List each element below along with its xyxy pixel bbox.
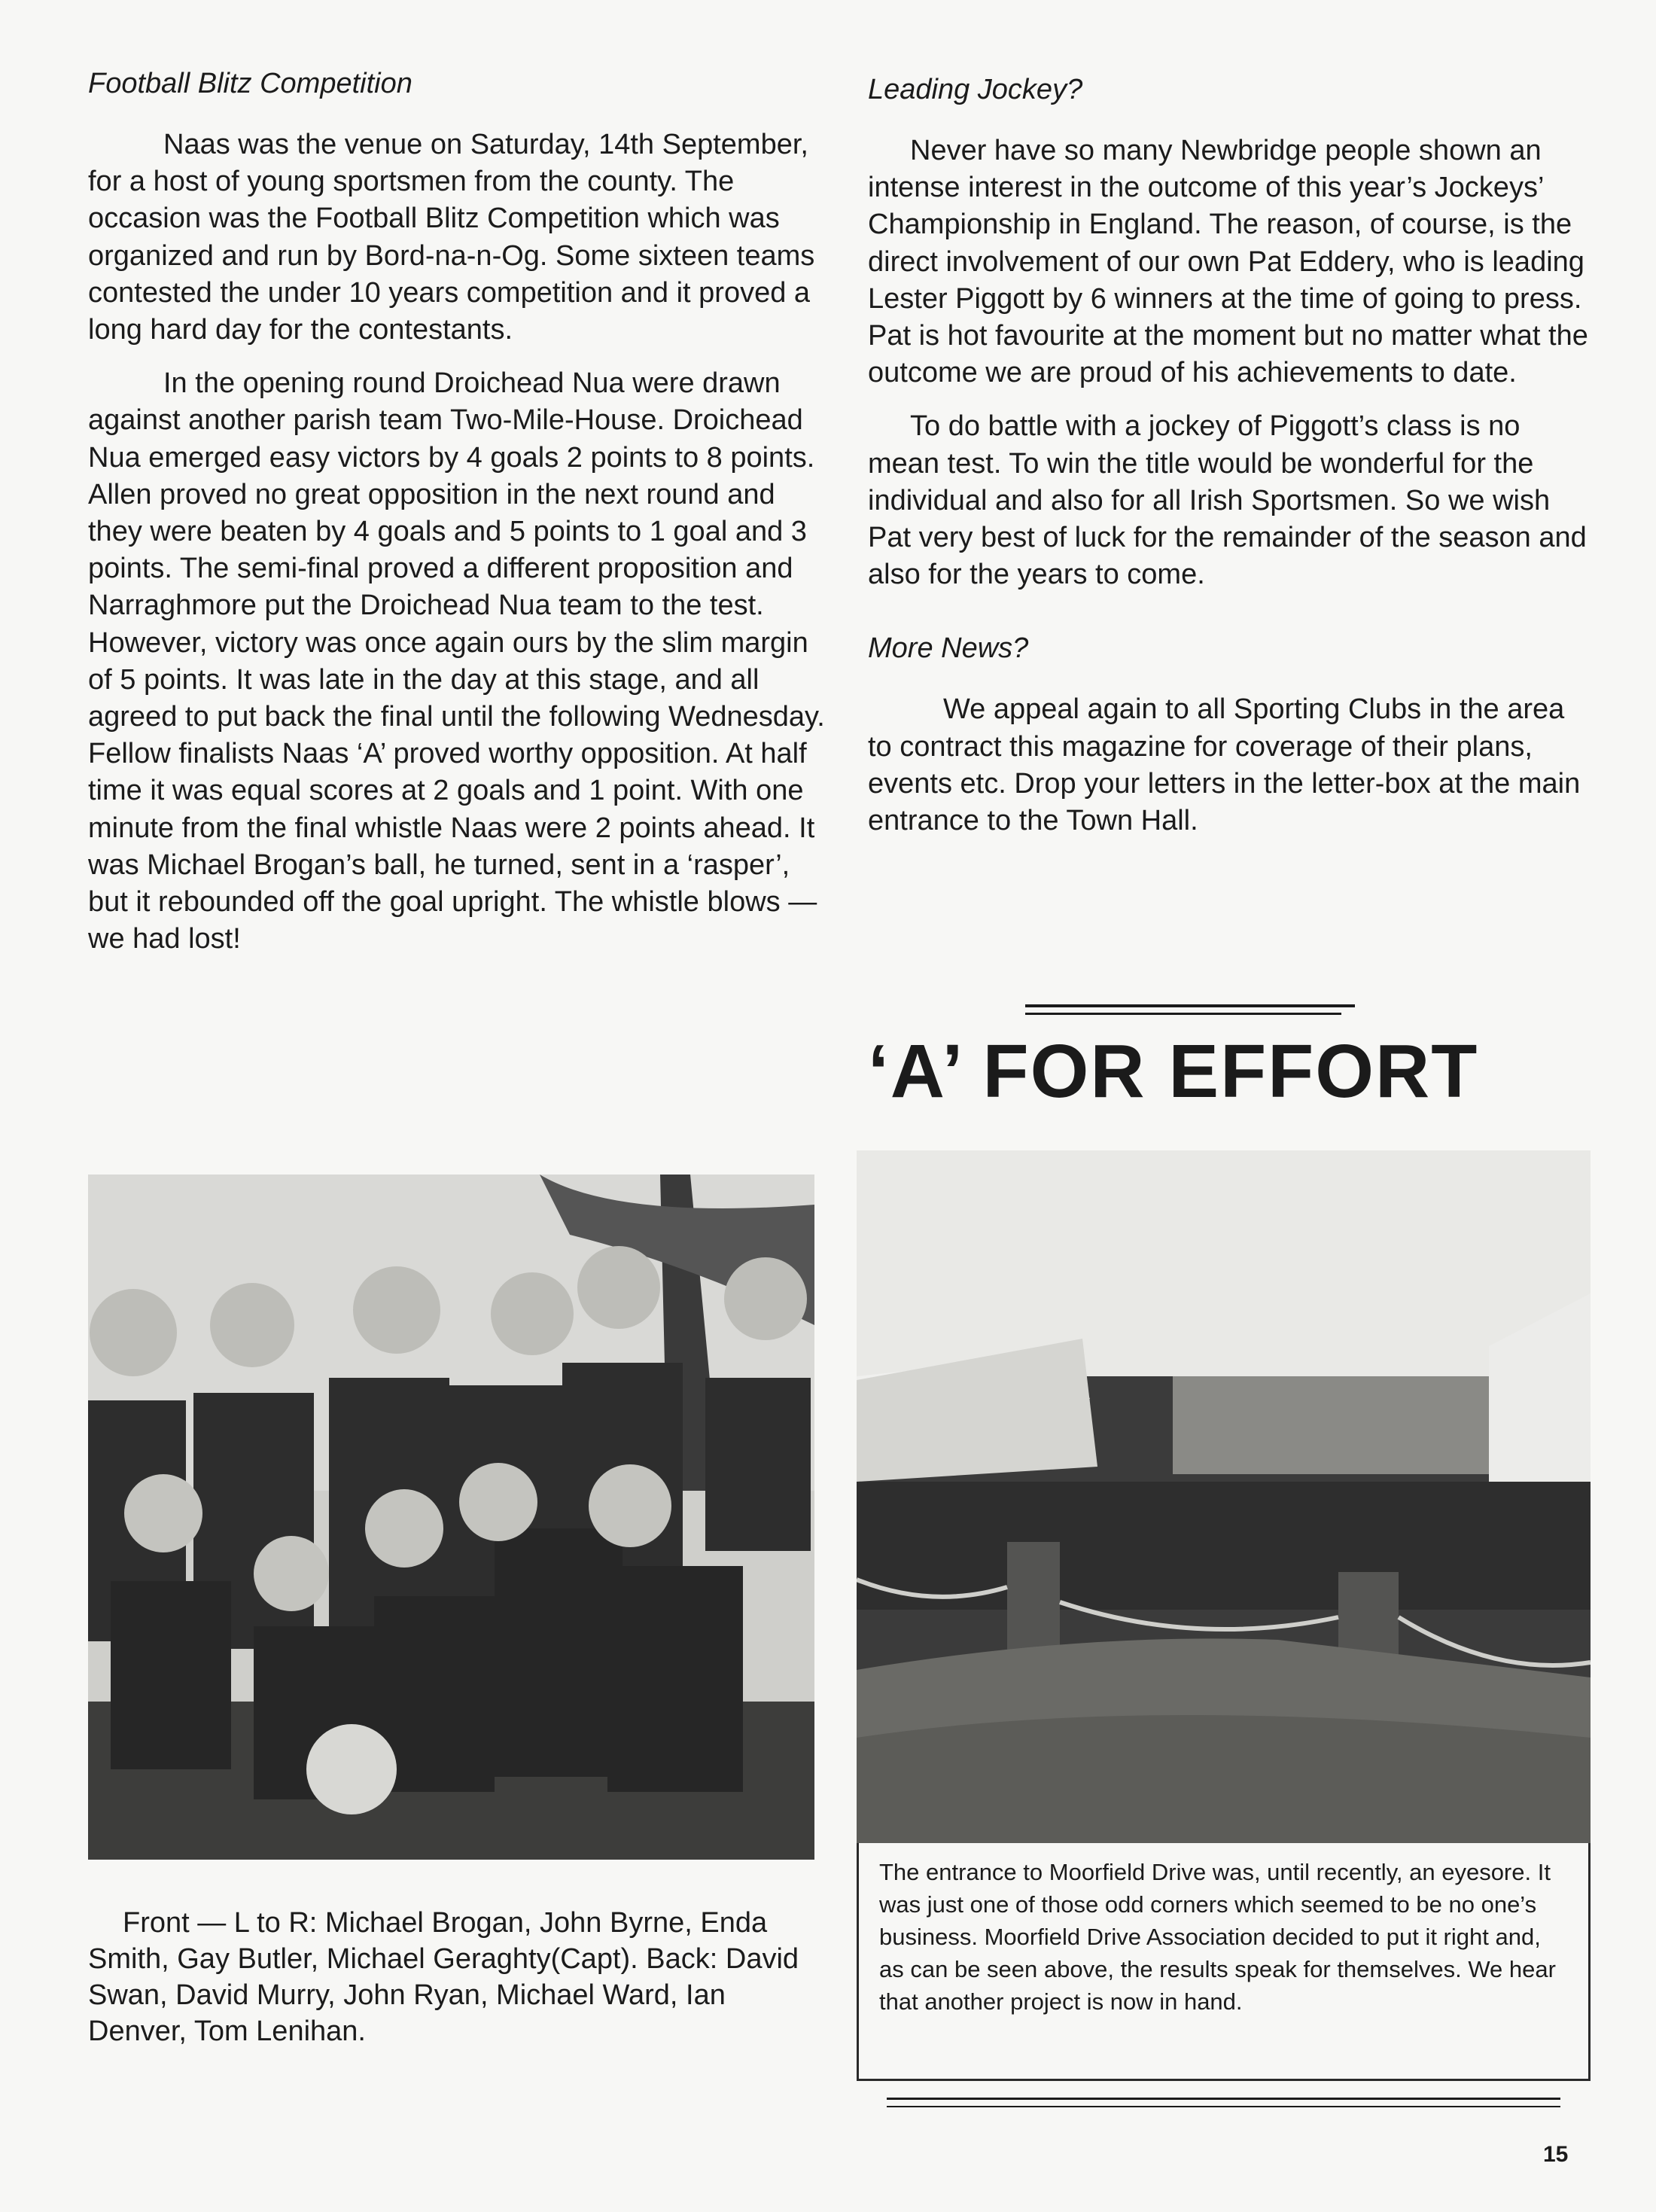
moorfield-drive-photo <box>857 1150 1591 1843</box>
bottom-rule-bottom <box>887 2106 1560 2107</box>
page-number: 15 <box>1543 2142 1569 2167</box>
effort-title: ‘A’ FOR EFFORT <box>868 1029 1479 1114</box>
team-photo-image <box>88 1175 814 1860</box>
leading-jockey-article <box>868 72 1591 856</box>
team-photo <box>88 1175 814 1860</box>
moorfield-drive-image <box>857 1150 1591 1843</box>
leading-jockey-heading: Leading Jockey? <box>868 74 1083 105</box>
moorfield-drive-caption: The entrance to Moorfield Drive was, until recently, an eyesore. It was just one of those odd corners which seemed to be no one’s business. Moorfield Drive Association decided to put it right and, as can be seen above, the results speak for themselves. We hear that another project is now in hand. <box>879 1859 1556 2015</box>
football-blitz-paragraph-2: In the opening round Droichead Nua were drawn against another parish team Two-Mile-House. Droichead Nua emerged easy victors by 4 goals 2 points to 8 points. Allen proved no great opposition in the next round and they were beaten by 4 goals and 5 points to 1 goal and 3 points. The semi-final proved a different proposition and Narraghmore put the Droichead Nua team to the test. However, victory was once again ours by the slim margin of 5 points. It was late in the day at this stage, and all agreed to put back the final until the following Wednesday. Fellow finalists Naas ‘A’ proved worthy opposition. At half time it was equal scores at 2 goals and 1 point. With one minute from the final whistle Naas were 2 points ahead. It was Michael Brogan’s ball, he turned, sent in a ‘rasper’, but it rebounded off the goal upright. The whistle blows — we had lost! <box>88 367 825 955</box>
divider-rule-top <box>1025 1004 1355 1007</box>
team-photo-caption: Front — L to R: Michael Brogan, John Byrne, Enda Smith, Gay Butler, Michael Geraghty(Capt). Back: David Swan, David Murry, John Ryan, Michael Ward, Ian Denver, Tom Lenihan. <box>88 1907 799 2047</box>
football-blitz-heading: Football Blitz Competition <box>88 68 412 99</box>
bottom-rule-top <box>887 2098 1560 2100</box>
football-blitz-paragraph-1: Naas was the venue on Saturday, 14th September, for a host of young sportsmen from the county. The occasion was the Football Blitz Competition which was organized and run by Bord-na-n-Og. Some sixteen teams contested the under 10 years competition and it proved a long hard day for the contestants. <box>88 129 815 346</box>
more-news-paragraph: We appeal again to all Sporting Clubs in the area to contract this magazine for coverage of their plans, events etc. Drop your letters in the letter-box at the main entrance to the Town Hall. <box>868 693 1581 837</box>
divider-rule-bottom <box>1025 1013 1341 1015</box>
leading-jockey-paragraph-1: Never have so many Newbridge people shown an intense interest in the outcome of this year’s Jockeys’ Championship in England. The reason, of course, is the direct involvement of our own Pat Eddery, who is leading Lester Piggott by 6 winners at the time of going to press. Pat is hot favourite at the moment but no matter what the outcome we are proud of his achievements to date. <box>868 135 1588 389</box>
more-news-heading: More News? <box>868 632 1029 665</box>
leading-jockey-paragraph-2: To do battle with a jockey of Piggott’s class is no mean test. To win the title would be wonderful for the individual and also for all Irish Sportsmen. So we wish Pat very best of luck for the remainder of the season and also for the years to come. <box>868 410 1587 591</box>
football-blitz-article <box>88 66 830 974</box>
